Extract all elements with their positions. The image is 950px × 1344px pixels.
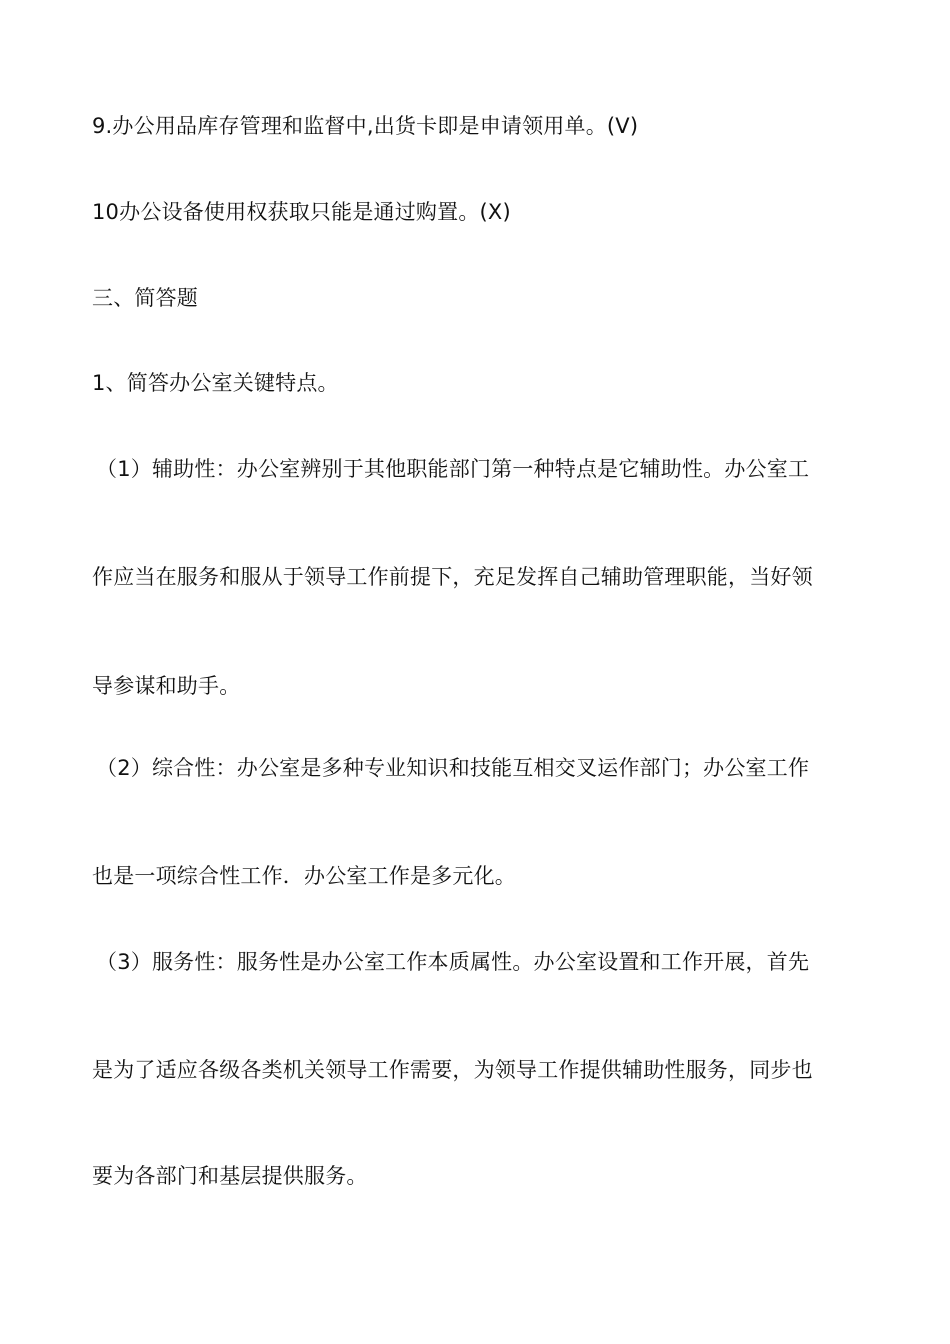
paragraph-line: （1）辅助性：办公室辨别于其他职能部门第一种特点是它辅助性。办公室工 [96,457,810,481]
paragraph-line: 要为各部门和基层提供服务。 [92,1164,368,1188]
answer-line-q10: 10办公设备使用权获取只能是通过购置。(X) [92,200,511,224]
paragraph-line: 也是一项综合性工作．办公室工作是多元化。 [92,864,516,888]
paragraph-line: 是为了适应各级各类机关领导工作需要，为领导工作提供辅助性服务，同步也 [92,1058,813,1082]
paragraph-line: （3）服务性：服务性是办公室工作本质属性。办公室设置和工作开展，首先 [96,950,810,974]
paragraph-line: 作应当在服务和服从于领导工作前提下，充足发挥自己辅助管理职能，当好领 [92,565,813,589]
question-heading: 1、简答办公室关键特点。 [92,371,339,395]
paragraph-line: 导参谋和助手。 [92,674,241,698]
answer-line-q9: 9.办公用品库存管理和监督中,出货卡即是申请领用单。(V) [92,114,639,138]
section-heading: 三、简答题 [92,286,198,310]
paragraph-line: （2）综合性：办公室是多种专业知识和技能互相交叉运作部门；办公室工作 [96,756,810,780]
